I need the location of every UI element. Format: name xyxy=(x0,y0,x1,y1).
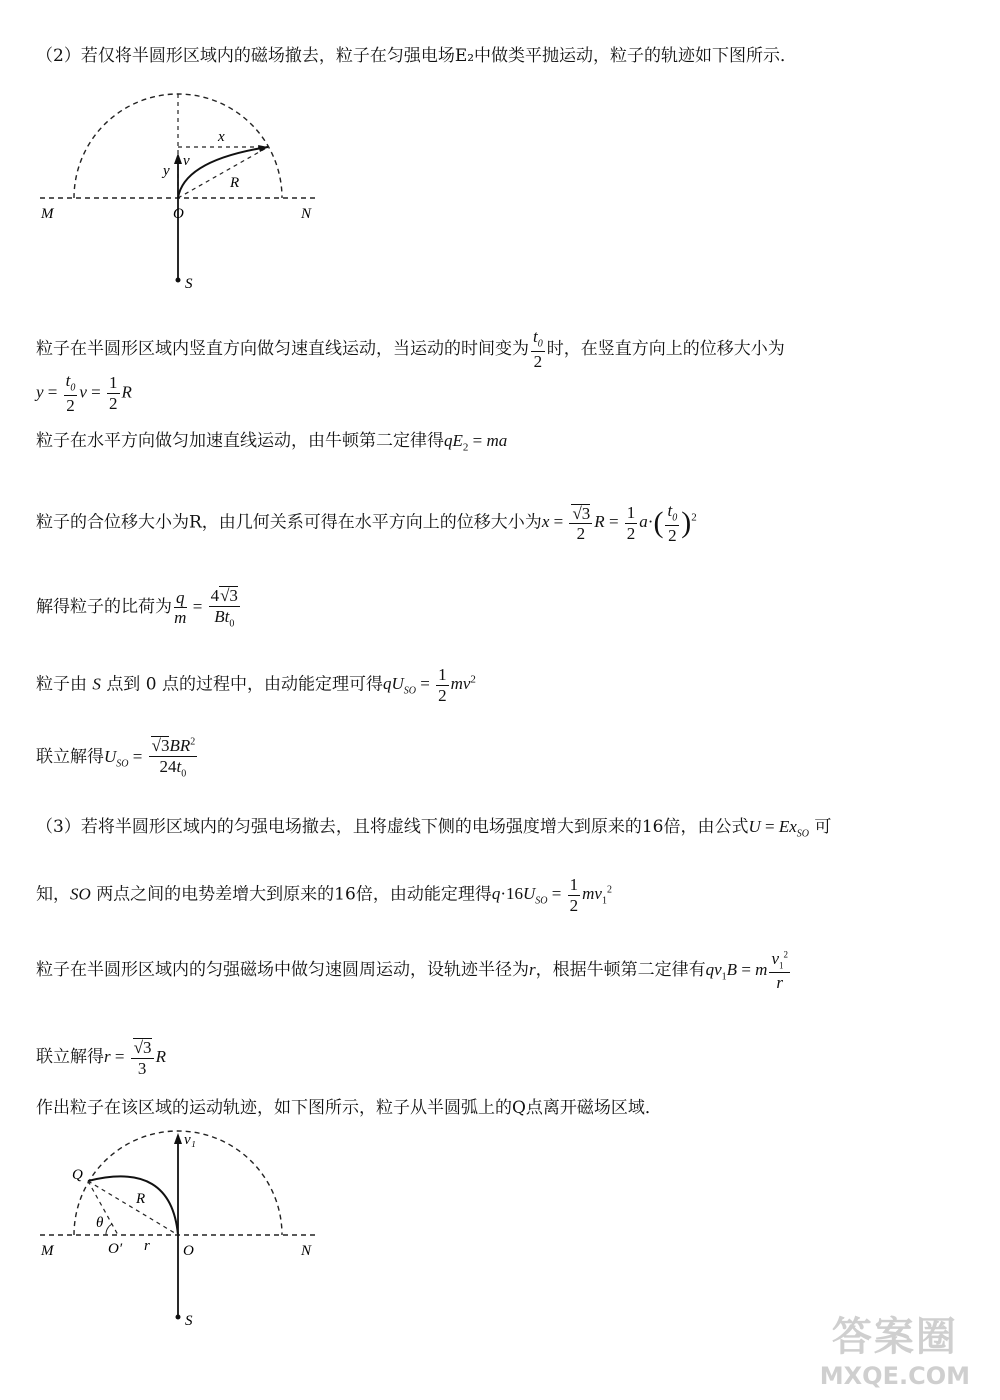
fig2-label-theta: θ xyxy=(96,1215,104,1231)
p3-line1: （3）若将半圆形区域内的匀强电场撤去，且将虚线下侧的电场强度增大到原来的16倍，由公式$U = Ex_{SO}$ 可 xyxy=(36,817,832,840)
fig1-label-v: v xyxy=(183,153,190,169)
fig2-label-v1: v₁ xyxy=(184,1132,196,1148)
eq-y-displacement: y = $\frac{t_0}{2}$ v = $\frac{1}{2}$ R xyxy=(36,371,132,415)
part2-intro: （2）若仅将半圆形区域内的磁场撤去，粒子在匀强电场E₂中做类平抛运动，粒子的轨迹如下图所示． xyxy=(36,46,798,66)
fig1-label-S: S xyxy=(185,276,193,292)
watermark-bottom: MXQE.COM xyxy=(819,1362,970,1390)
p3-line2: 知，SO 两点之间的电势差增大到原来的16倍，由动能定理得$q\cdot 16U_{SO}$ = $\frac{1}{2}$ $mv_1^2$ xyxy=(36,875,612,915)
p2-line1: 粒子在半圆形区域内竖直方向做匀速直线运动，当运动的时间变为 $\frac{t_0}{2}$ 时，在竖直方向上的位移大小为 xyxy=(36,327,785,371)
fig2-label-N: N xyxy=(301,1243,312,1259)
p2-line5: 解得粒子的比荷为 $\frac{q}{m}$ = $\frac{4√3}{Bt_0}$ xyxy=(36,586,238,630)
fig2-label-Oprime: O′ xyxy=(108,1241,123,1257)
p2-line4: 粒子的合位移大小为R，由几何关系可得在水平方向上的位移大小为x = $\frac{√3}{2}$ R = $\frac{1}{2}$ a·( $\frac{t_0}{2}$ )$^2$ xyxy=(36,501,697,545)
fig2-label-r: r xyxy=(144,1238,150,1254)
figure-2-trajectory xyxy=(36,1125,336,1330)
figure-1-trajectory xyxy=(36,90,336,295)
p3-line3: 粒子在半圆形区域内的匀强磁场中做匀速圆周运动，设轨迹半径为r，根据牛顿第二定律有$qv_1B = m$ $\frac{v_1^2}{r}$ xyxy=(36,949,788,992)
p2-line3: 粒子在水平方向做匀加速直线运动，由牛顿第二定律得$qE_2$ = ma xyxy=(36,431,508,454)
p3-line5: 作出粒子在该区域的运动轨迹，如下图所示，粒子从半圆弧上的Q点离开磁场区域． xyxy=(36,1098,662,1118)
fig2-label-O: O xyxy=(183,1243,194,1259)
p2-line6: 粒子由 S 点到 0 点的过程中，由动能定理可得$qU_{SO}$ = $\frac{1}{2}$ $mv^2$ xyxy=(36,665,476,705)
fig1-label-N: N xyxy=(301,206,312,222)
watermark-top: 答案圈 xyxy=(831,1314,958,1360)
fig2-label-R: R xyxy=(136,1191,146,1207)
fig1-label-R: R xyxy=(230,175,240,191)
fig1-label-x: x xyxy=(218,129,225,145)
fig2-label-S: S xyxy=(185,1313,193,1329)
p3-line4: 联立解得r = $\frac{√3}{3}$ R xyxy=(36,1038,166,1078)
watermark-logo xyxy=(820,1305,970,1390)
fig1-label-M: M xyxy=(41,206,54,222)
fig1-label-y: y xyxy=(163,163,170,179)
fig1-label-O: O xyxy=(173,206,184,222)
p2-line7: 联立解得$U_{SO}$ = $\frac{√3BR^2}{24t_0}$ xyxy=(36,736,196,780)
fig2-label-Q: Q xyxy=(72,1167,83,1183)
fig2-label-M: M xyxy=(41,1243,54,1259)
